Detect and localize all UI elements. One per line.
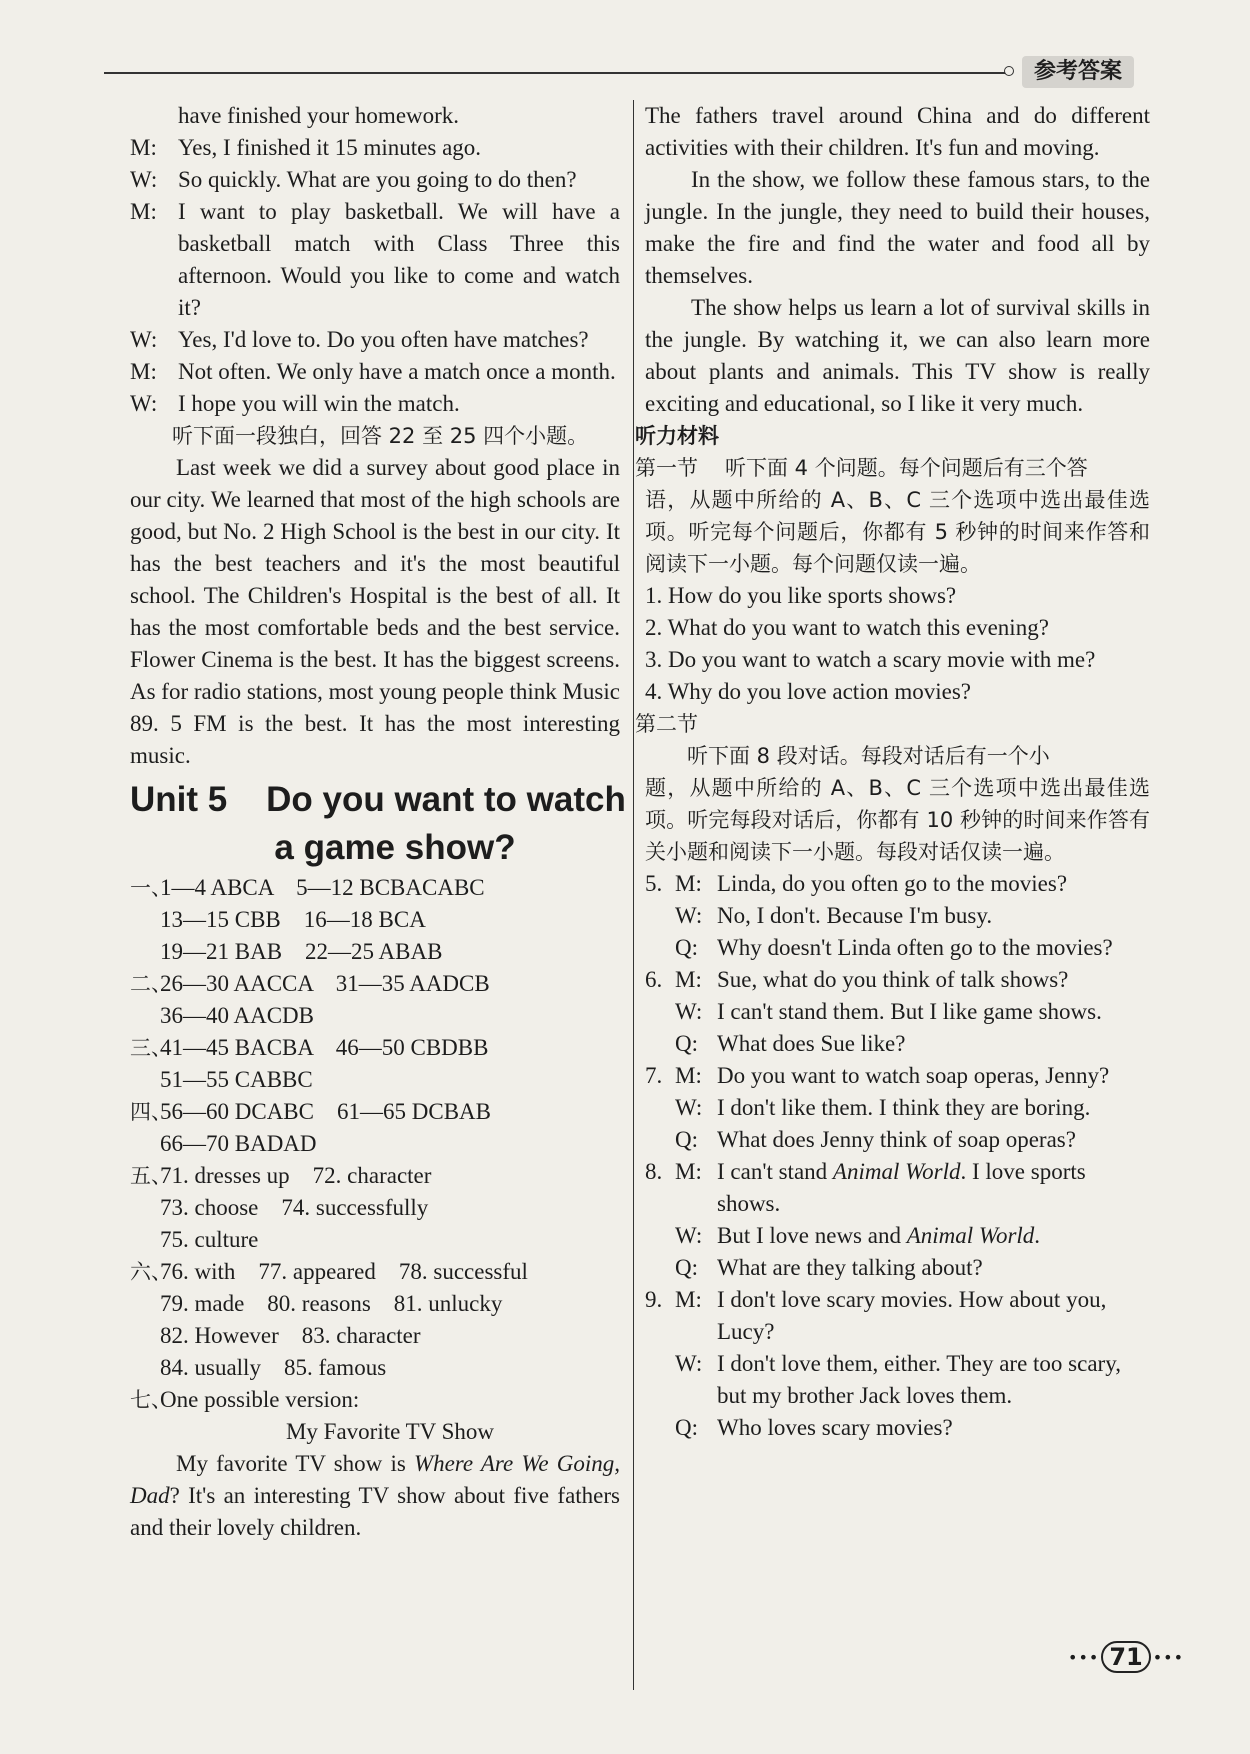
essay-title: My Favorite TV Show — [285, 1419, 495, 1444]
answer-group: 一、 1—4 ABCA 5—12 BCBACABC — [130, 875, 485, 900]
dialog-7: 7. M: Do you want to watch soap operas, Jenny? — [645, 1063, 1110, 1088]
dialog-line: W: I don't love them, either. They are too scary, but my brother Jack loves them. — [675, 1351, 1121, 1408]
right-column — [635, 100, 1150, 1444]
essay-paragraph-2: In the show, we follow these famous stars, to the jungle. In the jungle, they need to build their houses, make the fire and find the water and food all by themselves. — [645, 167, 1150, 288]
dialogue-line: W: Yes, I'd love to. Do you often have matches? — [130, 327, 589, 352]
unit-title-line1: Unit 5 Do you want to watch — [130, 780, 626, 819]
dialogue-line: W: I hope you will win the match. — [130, 391, 460, 416]
answer-key: 一、 1—4 ABCA 5—12 BCBACABC 13—15 CBB 16—18 BCA 19—21 BAB 22—25 ABAB 二、 26—30 AACCA 31—35 AADCB 36—40 AACDB 三、 41—45 BACBA 46—50 CBDBB 51—55 CABBC 四、 56—60 DCABC 61—65 DCBAB 66—70 BADAD 五、 71. dresses up 72. character 73. choose 74. successfully 75. culture 六、 76. with 77. appeared 78. successful 79. made 80. reasons 81. unlucky 82. However 83. character 84. usually 85. famous 七、 One possible version: — [130, 872, 620, 1416]
question-item: 3. Do you want to watch a scary movie with me? — [645, 647, 1096, 672]
section-2-instructions-a: 听下面 8 段对话。每段对话后有一个小 — [687, 744, 1050, 768]
question-item: 2. What do you want to watch this evening? — [645, 615, 1049, 640]
page-number: 71 — [1101, 1641, 1150, 1673]
essay-paragraph-1-continued: The fathers travel around China and do different activities with their children. It's fun and moving. — [645, 103, 1150, 160]
dialog-line: Q: Who loves scary movies? — [675, 1415, 953, 1440]
dialog-line: W: I can't stand them. But I like game shows. — [675, 999, 1102, 1024]
question-item: 1. How do you like sports shows? — [645, 583, 957, 608]
page-number-badge — [1068, 1640, 1184, 1674]
monologue-text: Last week we did a survey about good place in our city. We learned that most of the high schools are good, but No. 2 High School is the best in our city. It has the best teachers and it's the most beautiful school. The Children's Hospital is the best of all. It has the most comfortable beds and the best service. Flower Cinema is the best. It has the biggest screens. As for radio stations, most young people think Music 89. 5 FM is the best. It has the most interesting music. — [130, 455, 620, 768]
dialog-6: 6. M: Sue, what do you think of talk shows? — [645, 967, 1069, 992]
answer-group: 二、 26—30 AACCA 31—35 AADCB — [130, 971, 490, 996]
dialogue-line: M: I want to play basketball. We will have a basketball match with Class Three this afternoon. Would you like to come and watch it? — [130, 199, 620, 320]
dialog-line: W: No, I don't. Because I'm busy. — [675, 903, 993, 928]
dialog-5: 5. M: Linda, do you often go to the movies? — [645, 871, 1068, 896]
monologue-instruction: 听下面一段独白，回答 22 至 25 四个小题。 — [172, 424, 589, 448]
question-item: 4. Why do you love action movies? — [645, 679, 971, 704]
essay-paragraph-3: The show helps us learn a lot of survival skills in the jungle. By watching it, we can also learn more about plants and animals. This TV show is really exciting and educational, so I like it very much. — [645, 295, 1150, 416]
dialog-line: W: I don't like them. I think they are boring. — [675, 1095, 1091, 1120]
dialog-8: 8. M: I can't stand Animal World. I love sports shows. — [645, 1159, 1086, 1216]
dialogue-line: have finished your homework. — [178, 103, 460, 128]
dialog-line: W: But I love news and Animal World. — [675, 1223, 1041, 1248]
answer-group: 六、 76. with 77. appeared 78. successful — [130, 1259, 528, 1284]
answer-group: 四、 56—60 DCABC 61—65 DCBAB — [130, 1099, 491, 1124]
dialog-line: Q: What does Sue like? — [675, 1031, 906, 1056]
dots-ornament-left: ••• — [1068, 1647, 1100, 1667]
section-2-instructions-b: 题，从题中所给的 A、B、C 三个选项中选出最佳选项。听完每段对话后，你都有 10 秒钟的时间来作答有关小题和阅读下一小题。每段对话仅读一遍。 — [645, 776, 1150, 864]
column-divider — [633, 100, 634, 1690]
header-circle-ornament — [1004, 66, 1014, 76]
answer-group: 五、 71. dresses up 72. character — [130, 1163, 432, 1188]
dialog-line: Q: What does Jenny think of soap operas? — [675, 1127, 1076, 1152]
dots-ornament-right: ••• — [1152, 1647, 1185, 1667]
section-1-instructions: 语，从题中所给的 A、B、C 三个选项中选出最佳选项。听完每个问题后，你都有 5 秒钟的时间来作答和阅读下一小题。每个问题仅读一遍。 — [645, 488, 1150, 576]
question-list — [645, 580, 1150, 708]
answer-group: 七、 One possible version: — [130, 1387, 360, 1412]
header-label: 参考答案 — [1022, 56, 1134, 88]
listening-title: 听力材料 — [635, 424, 719, 448]
unit-title — [130, 776, 626, 872]
header-rule — [104, 72, 1006, 74]
dialog-9: 9. M: I don't love scary movies. How about you, Lucy? — [645, 1287, 1107, 1344]
section-2-header: 第二节 — [635, 712, 698, 736]
dialog-line: Q: Why doesn't Linda often go to the movies? — [675, 935, 1113, 960]
dialogue-line: W: So quickly. What are you going to do then? — [130, 167, 577, 192]
left-column — [130, 100, 626, 1544]
unit-title-line2: a game show? — [274, 828, 516, 867]
dialog-line: Q: What are they talking about? — [675, 1255, 983, 1280]
section-1-header: 第一节 听下面 4 个问题。每个问题后有三个答 — [635, 456, 1088, 480]
dialogue-line: M: Not often. We only have a match once a month. — [130, 359, 616, 384]
essay-paragraph-1: My favorite TV show is Where Are We Going, Dad? It's an interesting TV show about five fathers and their lovely children. — [130, 1451, 620, 1540]
answer-group: 三、 41—45 BACBA 46—50 CBDBB — [130, 1035, 489, 1060]
dialogue-line: M: Yes, I finished it 15 minutes ago. — [130, 135, 482, 160]
